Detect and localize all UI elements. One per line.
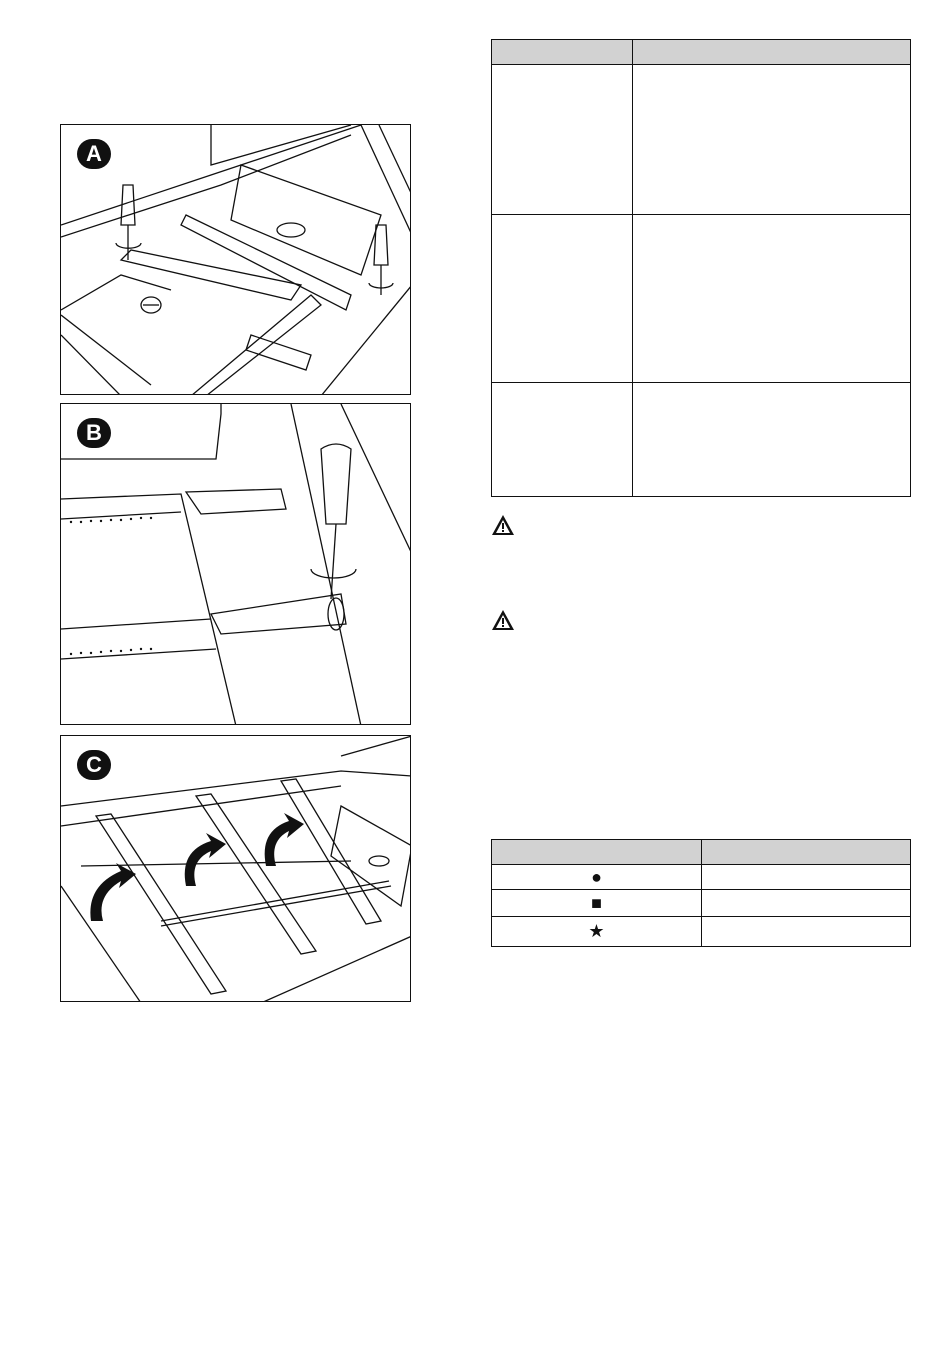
header-cell [633, 40, 911, 65]
step-badge: A [77, 139, 111, 169]
table-cell [492, 383, 633, 497]
burner-removal-illustration-b [61, 404, 411, 725]
table-cell [633, 65, 911, 215]
table-row [492, 865, 911, 890]
table-cell [633, 215, 911, 383]
table-cell [633, 383, 911, 497]
table-cell [702, 865, 911, 890]
header-cell [492, 840, 702, 865]
circle-icon: ● [492, 865, 702, 890]
illustration-b [60, 403, 411, 725]
square-icon: ■ [492, 890, 702, 917]
table-row [492, 383, 911, 497]
symbol-table [491, 839, 911, 947]
info-table [491, 39, 911, 497]
table-row [492, 890, 911, 917]
illustration-a [60, 124, 411, 395]
table-cell [702, 890, 911, 917]
header-cell [492, 40, 633, 65]
step-badge: C [77, 750, 111, 780]
table-row [492, 215, 911, 383]
burner-removal-illustration-a [61, 125, 411, 395]
warning-triangle-icon [491, 609, 515, 631]
table-row [492, 917, 911, 947]
warning-triangle-icon [491, 514, 515, 536]
star-icon: ★ [492, 917, 702, 947]
illustration-c [60, 735, 411, 1002]
header-cell [702, 840, 911, 865]
burner-removal-illustration-c [61, 736, 411, 1002]
table-cell [702, 917, 911, 947]
table-cell [492, 65, 633, 215]
table-row [492, 65, 911, 215]
step-badge: B [77, 418, 111, 448]
table-cell [492, 215, 633, 383]
